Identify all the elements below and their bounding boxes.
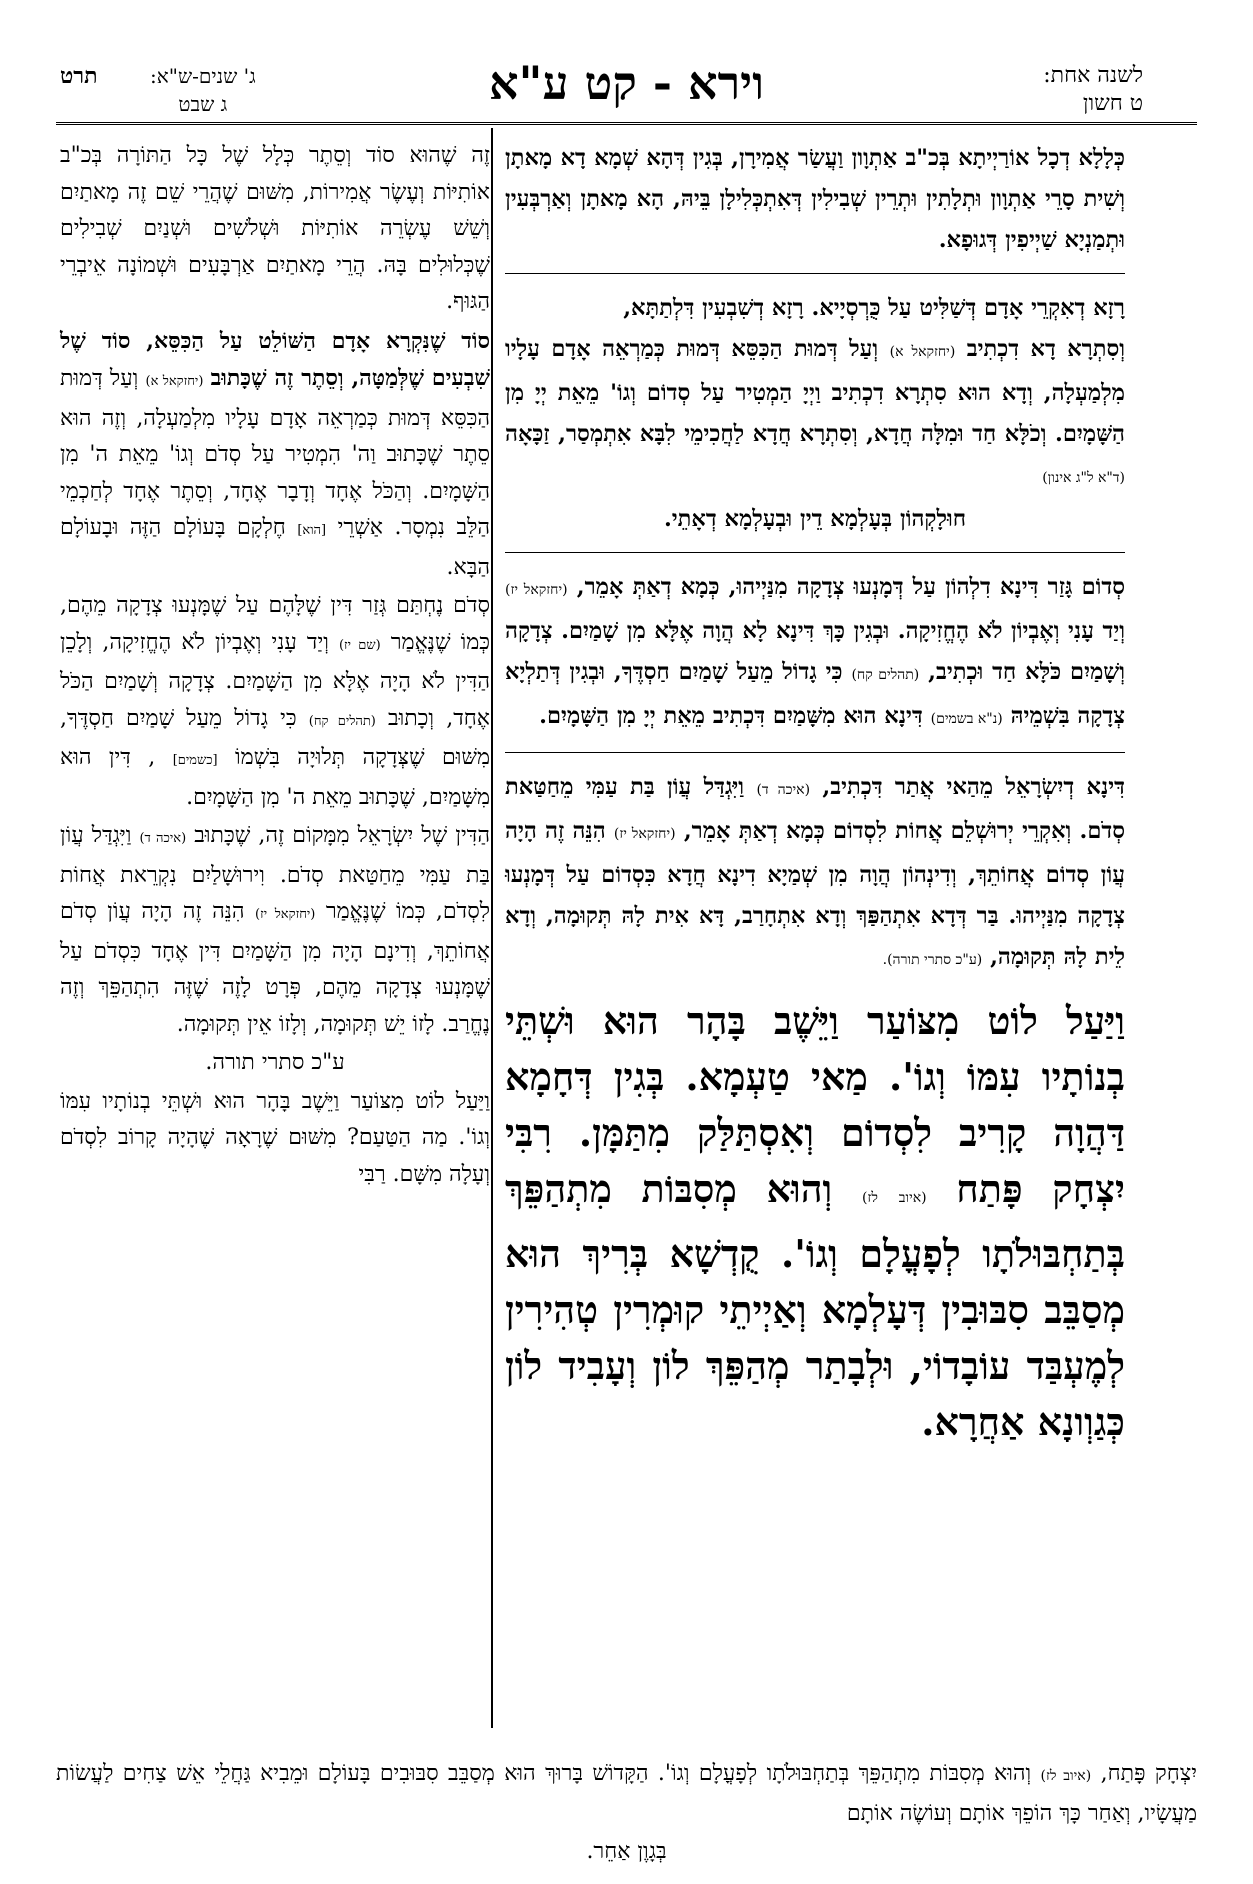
text-run: וַיִּגְדַּל עֲוֹן בַּת עַמִּי מֵחַטַּאת סְדֹם. וִירוּשָׁלַיִם נִקְרֵאת אֲחוֹת לִסְדֹם, כְּמוֹ שֶׁנֶּאֱמַר <box>60 823 491 924</box>
text-run: דִּינָא הוּא מִשָּׁמַיִם דִּכְתִיב מֵאֵת יְיָ מִן הַשָּׁמָיִם. <box>539 703 923 729</box>
main-paragraph-3 <box>505 329 1125 540</box>
header-left-date: ג שבט <box>178 92 228 116</box>
paragraph-divider <box>505 752 1125 753</box>
verse-reference: (ד"א ל"ג אינון) <box>1042 470 1125 486</box>
side-paragraph-1: זֶה שֶׁהוּא סוֹד וְסֵתֶר כְּלָל שֶׁל כָּל הַתּוֹרָה בְּכ"ב אוֹתִיּוֹת וְעֶשֶׂר אֲמִירוֹת, מִשּׁוּם שֶׁהֲרֵי שֵׁם זֶה מָאתַיִם וְשֵׁשׁ עֶשְׂרֵה אוֹתִיּוֹת וּשְׁלֹשִׁים וּשְׁנַיִם שְׁבִילִים שֶׁכְּלוּלִים בָּהּ. הֲרֵי מָאתַיִם אַרְבָּעִים וּשְׁמוֹנָה אֵיבְרֵי הַגּוּף. <box>60 143 490 314</box>
verse-reference: [הוא] <box>297 523 327 538</box>
verse-reference: (יחזקאל יז) <box>255 907 316 922</box>
text-run: הִנֵּה זֶה הָיָה עֲוֹן סְדֹם אֲחוֹתֵךְ, וְדִינָם הָיָה מִן הַשָּׁמַיִם דִּין אֶחָד כִּסְדֹם עַל שֶׁמָּנְעוּ צְדָקָה מֵהֶם, פְּרָט לָזֶה שֶׁזֶּה הִתְהַפֵּךְ וְזֶה נֶחֱרַב. לָזוֹ יֵשׁ תְּקוּמָה, וְלָזוֹ אֵין תְּקוּמָה. <box>60 899 490 1037</box>
text-run: הִנֵּה זֶה הָיָה עֲוֹן סְדוֹם אֲחוֹתֵךְ, וְדִינְהוֹן הֲוָה מִן שְׁמַיָא דִינָא חֲדָא כִּסְדוֹם עַל דְּמָנְעוּ צְדָקָה מִנַּיְיהוּ. בַּר דְּדָא אִתְהַפַּךְ וְדָא אִתְחָרַב, דָּא אִית לָהּ תְּקוּמָה, וְדָא לֵית לָהּ תְּקוּמָה, <box>505 818 1125 970</box>
text-run: וְעַל דְּמוּת הַכִּסֵּא דְּמוּת כְּמַרְאֵה אָדָם עָלָיו מִלְמַעְלָה, וְזֶה הוּא סֵתֶר שֶׁכָּתוּב וַה' הִמְטִיר עַל סְדֹם וְגוֹ' מֵאֵת ה' מִן הַשָּׁמָיִם. וְהַכֹּל אֶחָד וְדָבָר אֶחָד, וְסֵתֶר אֶחָד לְחַכְמֵי הַלֵּב נִמְסָר. אַשְׁרֵי <box>60 366 491 540</box>
verse-reference: (יחזקאל יז) <box>505 582 568 598</box>
text-run: סוֹד שֶׁנִּקְרָא אָדָם הַשּׁוֹלֵט עַל הַכִּסֵּא, סוֹד שֶׁל שִׁבְעִים שֶׁלְּמַטָּה, וְסֵתֶר זֶה שֶׁכָּתוּב <box>60 327 490 391</box>
text-run: הַדִּין שֶׁל יִשְׂרָאֵל מִמָּקוֹם זֶה, שֶׁכָּתוּב <box>194 823 490 848</box>
verse-reference: (איכה ד) <box>139 831 187 846</box>
text-run: , דִּין הוּא מִשָּׁמַיִם, שֶׁכָּתוּב מֵאֵת ה' מִן הַשָּׁמָיִם. <box>60 745 490 810</box>
text-run: וְעַל דְּמוּת הַכִּסֵּא דְּמוּת כְּמַרְאֵה אָדָם עָלָיו מִלְמַעְלָה, וְדָא הוּא סִתְרָא דִכְתִיב וַיְיָ הַמְטִיר עַל סְדוֹם וְגוֹ' מֵאֵת יְיָ מִן הַשָּׁמָיִם. וְכֹלָּא חַד וּמִלָּה חֲדָא, וְסִתְרָא חֲדָא לַחֲכִימֵי לִבָּא אִתְמְסַר, זַכָּאָה <box>505 336 1125 447</box>
bottom-continuation <box>56 1755 1197 1871</box>
text-run: וְסִתְרָא דָא דִכְתִיב <box>966 336 1126 362</box>
side-paragraph-5: ע"כ סתרי תורה. <box>205 1050 345 1075</box>
verse-reference: (איכה ד) <box>756 782 811 798</box>
text-run: וְהוּא מְסִבּוֹת מִתְהַפֵּךְ בְּתַחְבּוּלֹתָו לְפָעֳלָם וְגוֹ'. הַקָּדוֹשׁ בָּרוּךְ הוּא מְסַבֵּב סִבּוּבִים בָּעוֹלָם וּמֵבִיא גַּחֲלֵי אֵשׁ צַחִים לַעֲשׂוֹת מַעֲשָׂיו, וְאַחַר כָּךְ הוֹפֵךְ אוֹתָם וְעוֹשֶׂה אוֹתָם <box>56 1761 1197 1826</box>
text-run: דִּינָא דְיִשְׂרָאֵל מֵהַאי אֲתַר דִּכְתִיב, <box>822 774 1125 800</box>
text-run: כִּי גָדוֹל מֵעַל שָׁמַיִם חַסְדֶּךָ, וּבְגִין דְּתַלְיָא צְדָקָה בִּשְׁמֵיהּ <box>505 659 1125 729</box>
verse-reference: (נ"א בשמים) <box>930 711 1003 727</box>
text-run: חוּלָקְהוֹן בְּעָלְמָא דֵין וּבְעָלְמָא דְאָתֵי. <box>663 506 967 532</box>
verse-reference: (תהלים קח) <box>851 667 920 683</box>
page-title: וירא - קט ע"א <box>488 56 765 110</box>
text-run: חֶלְקָם בָּעוֹלָם הַזֶּה וּבָעוֹלָם הַבָּא. <box>60 515 490 580</box>
verse-reference: [כשמים] <box>172 753 218 768</box>
side-paragraph-4 <box>60 818 490 1043</box>
text-run: וַיַּעַל לוֹט מִצּוֹעַר וַיֵּשֶׁב בָּהָר הוּא וּשְׁתֵּי בְנוֹתָיו עִמּוֹ וְגוֹ'. מַאי טַעְמָא. בְּגִין דְּחָמָא דַּהֲוָה קָרִיב לִסְדוֹם וְאִסְתַּלַּק מִתַּמָּן. רִבִּי יִצְחָק פָּתַח <box>505 998 1125 1211</box>
header-left-block <box>150 62 256 118</box>
text-run: סְדוֹם גָּזַר דִּינָא דִלְהוֹן עַל דְּמָנְעוּ צְדָקָה מִנַּיְיהוּ, כְּמָא דְאַתְּ אָמֵר, <box>576 574 1126 600</box>
text-run: סְדֹם נֶחְתַּם גְּזַר דִּין שֶׁלָּהֶם עַל שֶׁמָּנְעוּ צְדָקָה מֵהֶם, כְּמוֹ שֶׁנֶּאֱמַר <box>60 593 491 655</box>
main-paragraph-4 <box>505 567 1125 740</box>
text-run: כִּי גָדוֹל מֵעַל שָׁמַיִם חַסְדֶּךָ, מִשּׁוּם שֶׁצְּדָקָה תְּלוּיָה בִּשְׁמוֹ <box>60 705 490 770</box>
paragraph-divider <box>505 552 1125 553</box>
verse-reference: (שם יז) <box>338 637 381 653</box>
text-run: וַיִּגְדַּל עֲוֹן בַּת עַמִּי מֵחַטַּאת סְדֹם. וְאִקְרֵי יְרוּשְׁלֵם אֲחוֹת לִסְדוֹם כְּמָא דְאַתְּ אָמֵר, <box>505 774 1125 844</box>
header-right-label: לשנה אחת: <box>1043 63 1143 88</box>
verse-reference: (ע"כ סתרי תורה). <box>882 952 983 968</box>
paragraph-divider <box>505 273 1125 274</box>
main-paragraph-5 <box>505 767 1125 981</box>
header-right-date: ט חשון <box>1082 91 1143 116</box>
verse-reference: (איוב לז) <box>1040 1768 1092 1784</box>
text-run: וְיַד עָנִי וְאֶבְיוֹן לֹא הֶחֱזִיקָה. וּבְגִין כָּךְ דִּינָא לָא הֲוָה אֶלָּא מִן שָׁמַיִם. צְדָקָה וְשָׁמַיִם כֹּלָּא חַד וּכְתִיב, <box>505 618 1125 685</box>
header-rule <box>56 122 1197 125</box>
side-column <box>60 138 490 1195</box>
verse-reference: (איוב לז) <box>861 1190 927 1206</box>
column-divider <box>491 128 493 1728</box>
header-left-label: ג' שנים-ש"א: <box>150 64 256 88</box>
verse-reference: (יחזקאל א) <box>145 374 204 389</box>
text-run: וְיַד עָנִי וְאֶבְיוֹן לֹא הֶחֱזִיקָה, וְלָכֵן הַדִּין לֹא הָיָה אֶלָּא מִן הַשָּׁמַיִם. צְדָקָה וְשָׁמַיִם הַכֹּל אֶחָד, וְכָתוּב <box>60 629 490 731</box>
verse-reference: (תהלים קח) <box>308 713 376 729</box>
main-paragraph-1: כְּלָלָא דְכָל אוֹרַיְיתָא בְּכ"ב אַתְוָון וַעֲשַׂר אֲמִירָן, בְּגִין דְּהָא שְׁמָא דָא מָאתָן וְשִׁית סָרֵי אַתְוָון וּתְלָתִין וּתְרֵין שְׁבִילִין דְּאִתְכְּלִילָן בֵּיהּ, הָא מָאתָן וְאַרְבְּעִין וּתְמַנְיָא שַׁיְיפִין דְּגוּפָא. <box>505 145 1125 253</box>
main-column <box>505 138 1125 1450</box>
side-paragraph-3 <box>60 588 490 816</box>
page-code: תרט <box>60 63 98 89</box>
main-paragraph-6 <box>505 993 1125 1450</box>
text-run: וְהוּא מְסִבּוֹת מִתְהַפֵּךְ בְּתַחְבּוּלֹתָו לְפָעֳלָם וְגוֹ'. קֻדְשָׁא בְּרִיךְ הוּא מְסַבֵּב סִבּוּבִין דְּעָלְמָא וְאַיְיתֵי קוּמְרִין טְהִירִין לְמֶעְבַּד עוֹבָדוֹי, וּלְבָתַר מְהַפֵּךְ לוֹן וְעָבִיד לוֹן כְּגַוְונָא אַחֲרָא. <box>505 1166 1125 1444</box>
verse-reference: (יחזקאל א) <box>889 344 956 360</box>
text-run: יִצְחָק פָּתַח, <box>1100 1761 1198 1786</box>
main-paragraph-2: רָזָא דְאִקְרֵי אָדָם דְּשַׁלִּיט עַל כֻּרְסְיָיא. רָזָא דְשִׁבְעִין דִּלְתַתָּא, <box>623 295 1125 321</box>
side-paragraph-6: וַיַּעַל לוֹט מִצּוֹעַר וַיֵּשֶׁב בָּהָר הוּא וּשְׁתֵּי בְנוֹתָיו עִמּוֹ וְגוֹ'. מַה הַטַּעַם? מִשּׁוּם שֶׁרָאָה שֶׁהָיָה קָרוֹב לִסְדֹם וְעָלָה מִשָּׁם. רַבִּי <box>60 1088 490 1187</box>
side-paragraph-2 <box>60 323 490 587</box>
bottom-last-line: בְּגָוֶן אַחֵר. <box>586 1839 667 1864</box>
verse-reference: (יחזקאל יז) <box>613 826 676 842</box>
